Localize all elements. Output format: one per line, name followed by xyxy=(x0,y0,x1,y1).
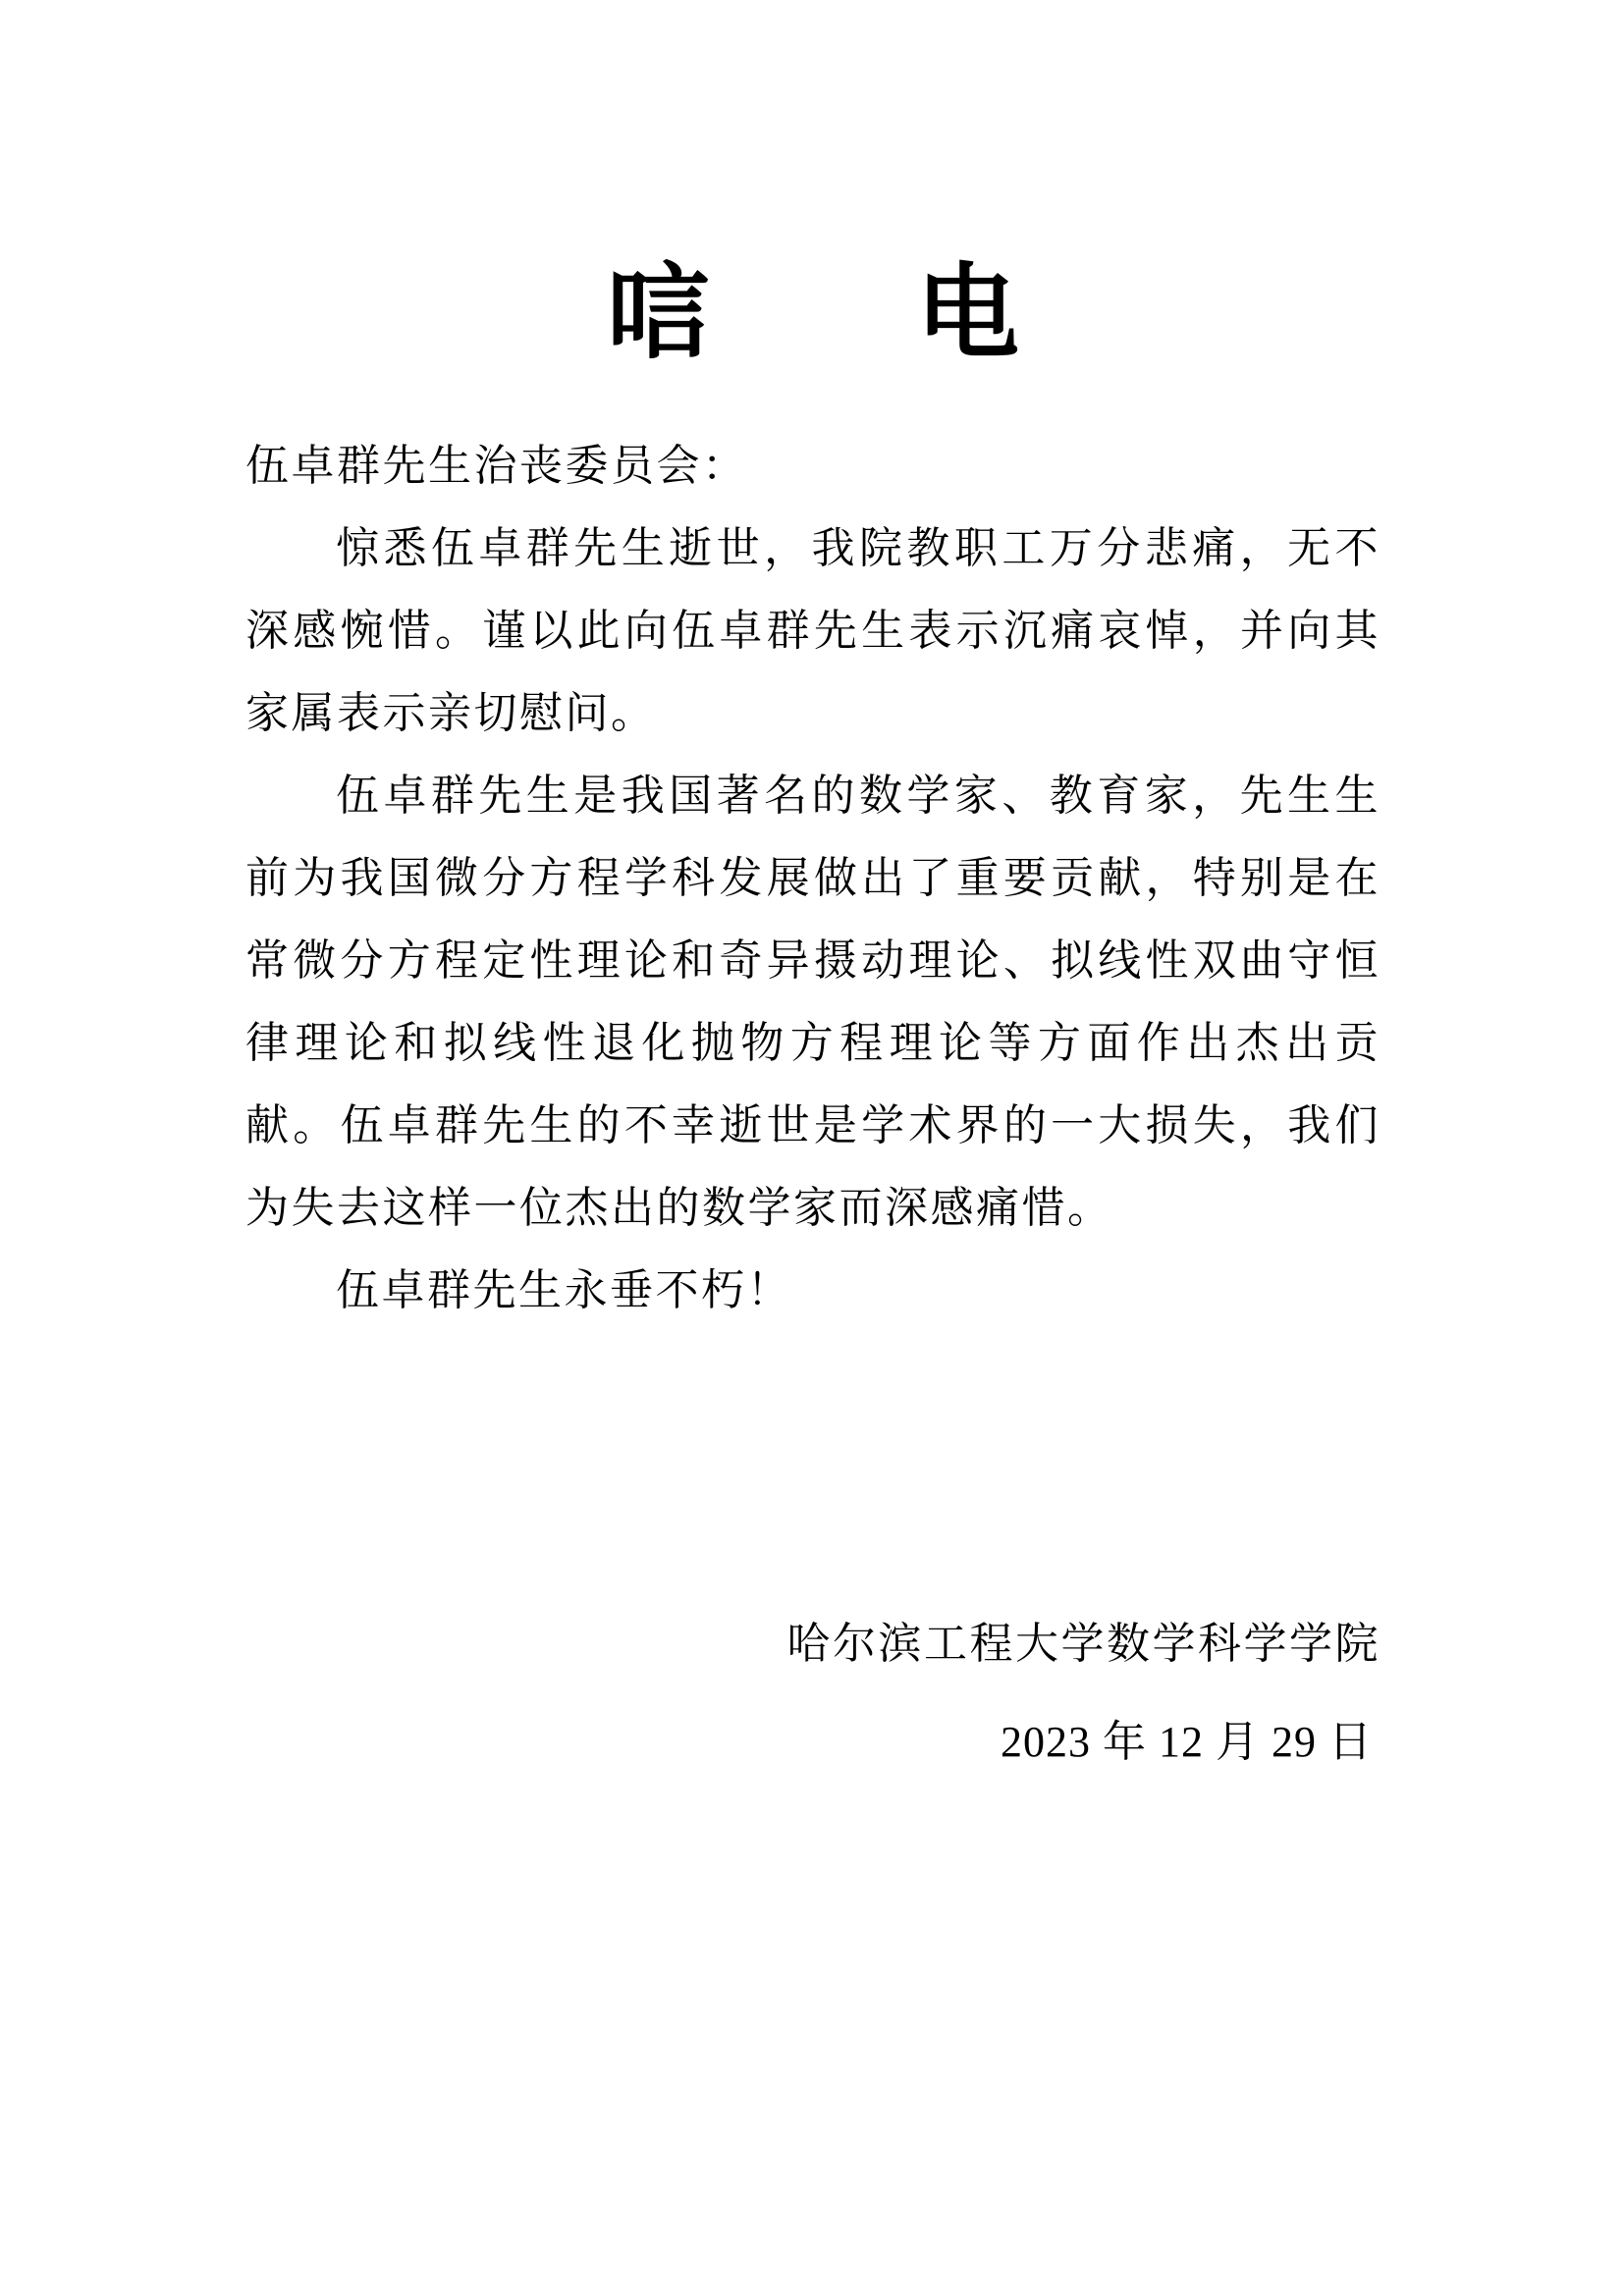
closing-block xyxy=(245,1603,1380,1784)
body-paragraph-3: 伍卓群先生永垂不朽！ xyxy=(336,1266,792,1314)
body-paragraph-1: 惊悉伍卓群先生逝世，我院教职工万分悲痛，无不深感惋惜。谨以此向伍卓群先生表示沉痛哀悼，并向其家属表示亲切慰问。 xyxy=(245,524,1380,737)
document-title: 唁 电 xyxy=(606,256,1019,371)
date-line: 2023 年 12 月 29 日 xyxy=(1001,1718,1373,1766)
body-paragraph-2: 伍卓群先生是我国著名的数学家、教育家，先生生前为我国微分方程学科发展做出了重要贡献，特别是在常微分方程定性理论和奇异摄动理论、拟线性双曲守恒律理论和拟线性退化抛物方程理论等方面作出杰出贡献。伍卓群先生的不幸逝世是学术界的一大损失，我们为失去这样一位杰出的数学家而深感痛惜。 xyxy=(245,772,1380,1232)
salutation-line: 伍卓群先生治丧委员会： xyxy=(245,442,748,490)
document-body xyxy=(245,425,1380,1332)
signature-line: 哈尔滨工程大学数学科学学院 xyxy=(786,1620,1380,1668)
